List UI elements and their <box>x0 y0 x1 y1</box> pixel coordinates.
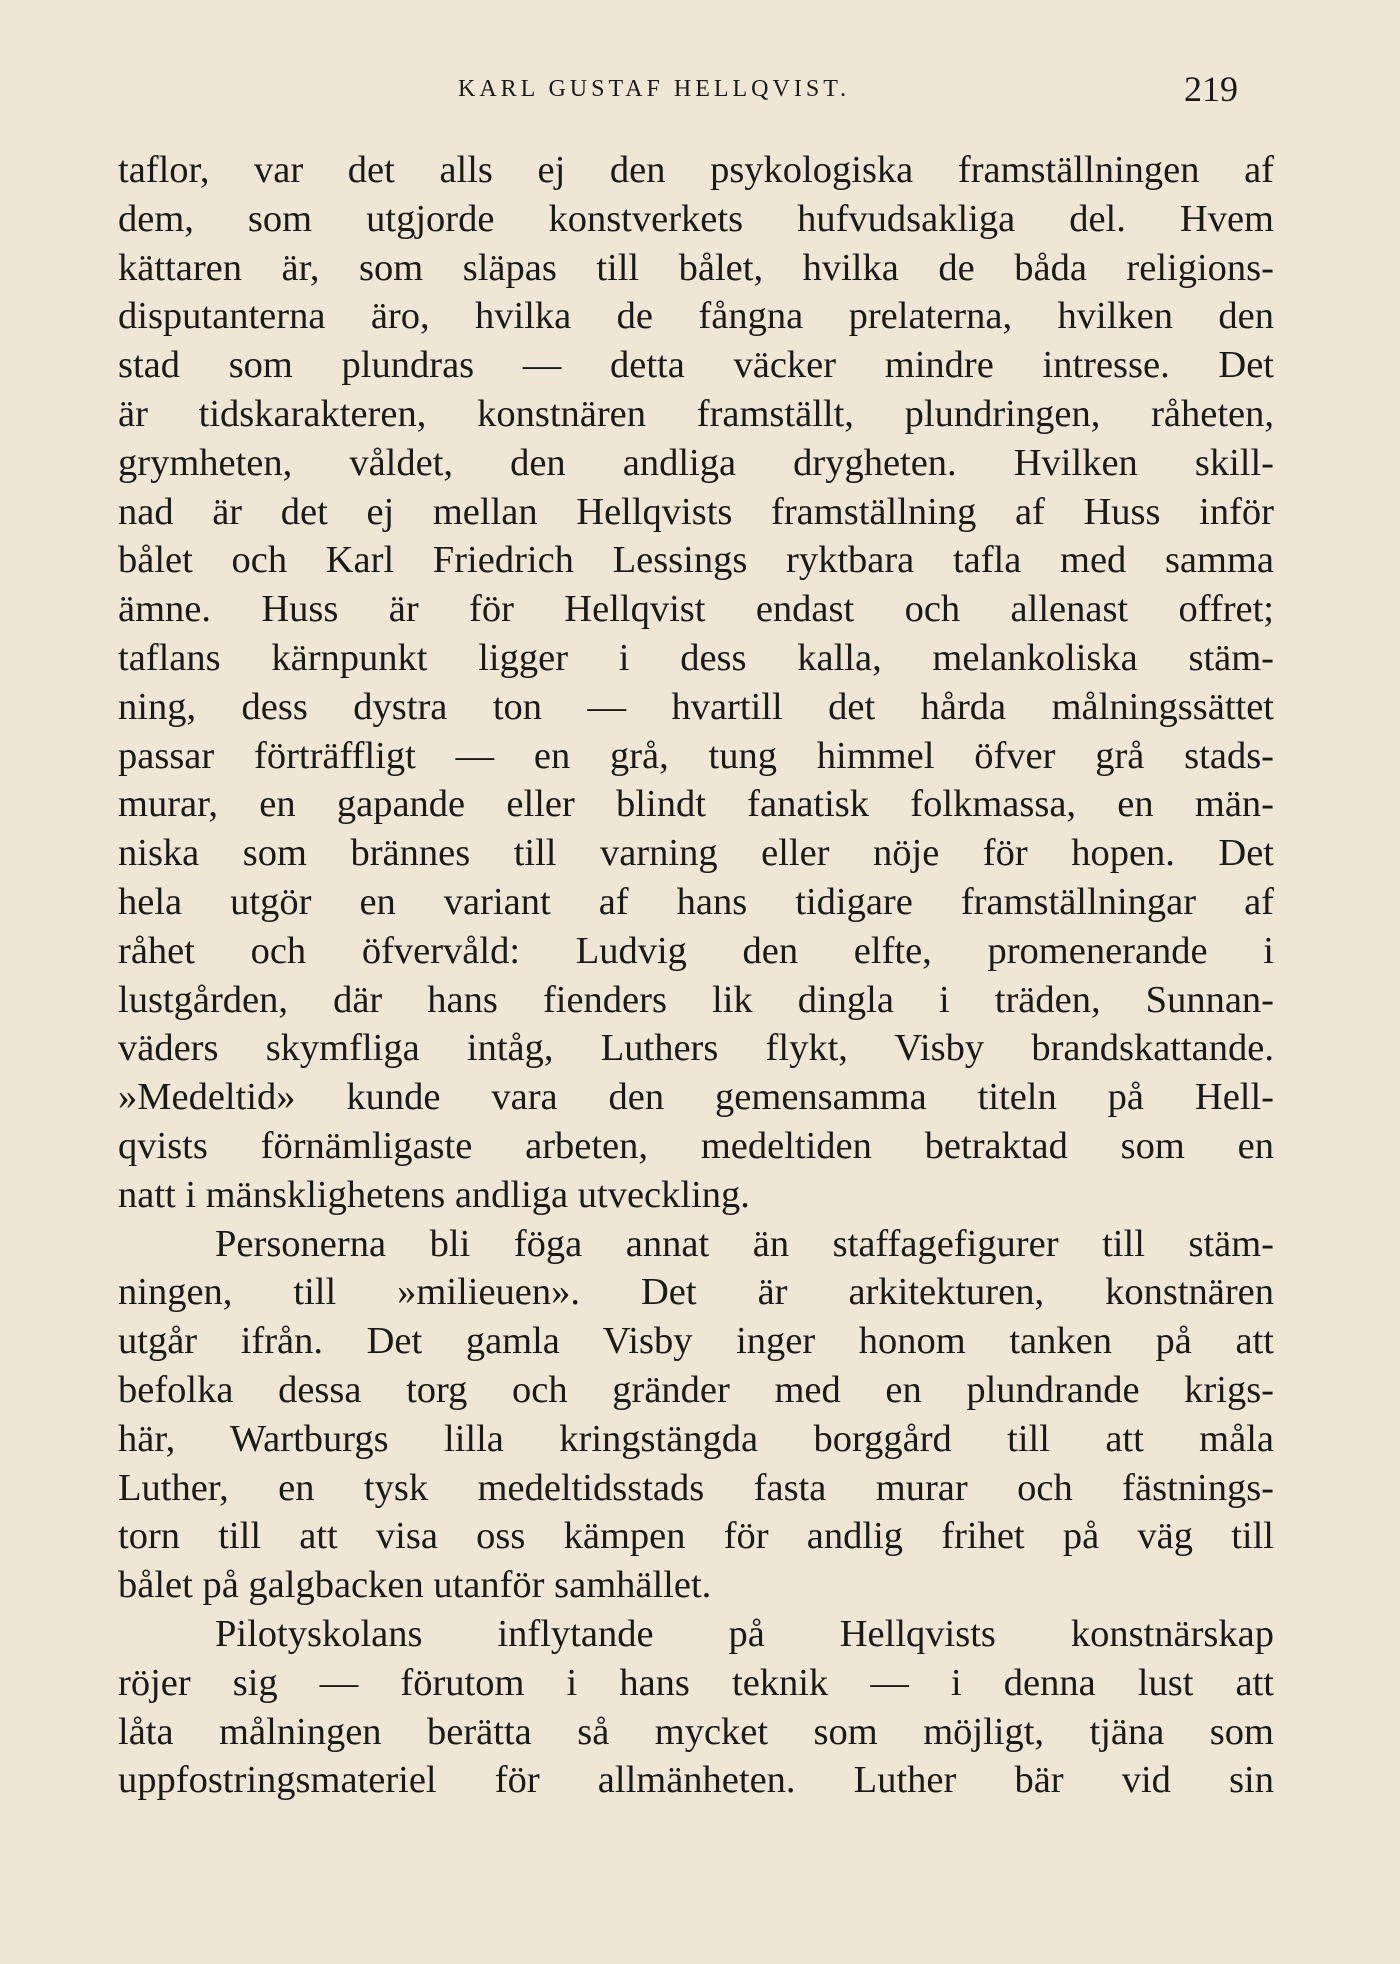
text-line: nad är det ej mellan Hellqvists framställning af Huss inför <box>118 490 1274 533</box>
text-line: stad som plundras — detta väcker mindre intresse. Det <box>118 344 1274 387</box>
text-line: låta målningen berätta så mycket som möjligt, tjäna som <box>118 1710 1274 1753</box>
text-line: är tidskarakteren, konstnären framställt, plundringen, råheten, <box>118 392 1274 435</box>
text-line: grymheten, våldet, den andliga drygheten. Hvilken skill- <box>118 441 1274 484</box>
text-line: utgår ifrån. Det gamla Visby inger honom tanken på att <box>118 1320 1274 1363</box>
text-line: hela utgör en variant af hans tidigare framställningar af <box>118 880 1274 923</box>
running-title: KARL GUSTAF HELLQVIST. <box>458 76 851 102</box>
text-line: röjer sig — förutom i hans teknik — i denna lust att <box>118 1661 1274 1704</box>
page-number: 219 <box>1184 69 1238 109</box>
running-head <box>118 64 1238 120</box>
text-line: här, Wartburgs lilla kringstängda borggård till att måla <box>118 1417 1274 1460</box>
text-line: murar, en gapande eller blindt fanatisk folkmassa, en män- <box>118 783 1274 826</box>
text-line: råhet och öfvervåld: Ludvig den elfte, promenerande i <box>118 929 1274 972</box>
text-line: bålet och Karl Friedrich Lessings ryktbara tafla med samma <box>118 539 1274 582</box>
paragraph-first-line: Personerna bli föga annat än staffagefigurer till stäm- <box>215 1222 1274 1265</box>
text-line: kättaren är, som släpas till bålet, hvilka de båda religions- <box>118 246 1274 289</box>
text-line: Luther, en tysk medeltidsstads fasta murar och fästnings- <box>118 1466 1274 1509</box>
text-line: disputanterna äro, hvilka de fångna prelaterna, hvilken den <box>118 295 1274 338</box>
text-line: qvists förnämligaste arbeten, medeltiden betraktad som en <box>118 1124 1274 1167</box>
text-line: taflans kärnpunkt ligger i dess kalla, melankoliska stäm- <box>118 636 1274 679</box>
text-line: torn till att visa oss kämpen för andlig frihet på väg till <box>118 1515 1274 1558</box>
text-line: befolka dessa torg och gränder med en plundrande krigs- <box>118 1368 1274 1411</box>
text-line: dem, som utgjorde konstverkets hufvudsakliga del. Hvem <box>118 197 1274 240</box>
text-line: niska som brännes till varning eller nöje för hopen. Det <box>118 832 1274 875</box>
text-line: uppfostringsmateriel för allmänheten. Luther bär vid sin <box>118 1759 1274 1802</box>
text-line: väders skymfliga intåg, Luthers flykt, Visby brandskattande. <box>118 1027 1274 1070</box>
text-line: ämne. Huss är för Hellqvist endast och allenast offret; <box>118 588 1274 631</box>
text-line: ningen, till »milieuen». Det är arkitekturen, konstnären <box>118 1271 1274 1314</box>
text-line: ning, dess dystra ton — hvartill det hårda målningssättet <box>118 685 1274 728</box>
text-line: passar förträffligt — en grå, tung himmel öfver grå stads- <box>118 734 1274 777</box>
text-line: »Medeltid» kunde vara den gemensamma titeln på Hell- <box>118 1076 1274 1119</box>
text-line: taflor, var det alls ej den psykologiska framställningen af <box>118 149 1274 191</box>
body-text <box>118 146 1274 1805</box>
paragraph-first-line: Pilotyskolans inflytande på Hellqvists konstnärskap <box>215 1612 1274 1655</box>
text-line: lustgården, där hans fienders lik dingla i träden, Sunnan- <box>118 978 1274 1021</box>
paragraph-end-line: natt i mänsklighetens andliga utveckling. <box>118 1173 750 1216</box>
paragraph-end-line: bålet på galgbacken utanför samhället. <box>118 1564 712 1607</box>
